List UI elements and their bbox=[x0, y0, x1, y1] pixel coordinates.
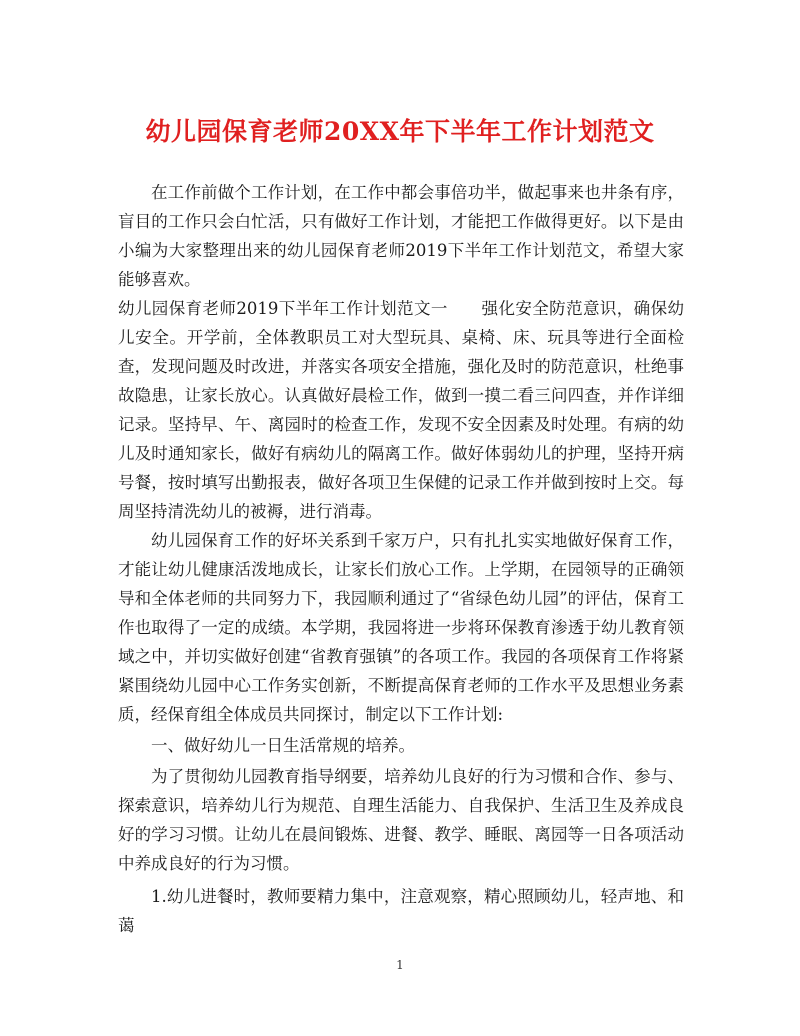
paragraph-daily-routine: 为了贯彻幼儿园教育指导纲要，培养幼儿良好的行为习惯和合作、参与、探索意识，培养幼儿行为规范、自理生活能力、自我保护、生活卫生及养成良好的学习习惯。让幼儿在晨间锻炼、进餐、教学、睡眠、离园等一日各项活动中养成良好的行为习惯。 bbox=[118, 767, 684, 873]
paragraph-section-one: 幼儿园保育老师2019下半年工作计划范文一 强化安全防范意识，确保幼儿安全。开学前，全体教职员工对大型玩具、桌椅、床、玩具等进行全面检查，发现问题及时改进，并落实各项安全措施，强化及时的防范意识，杜绝事故隐患，让家长放心。认真做好晨检工作，做到一摸二看三问四查，并作详细记录。坚持早、午、离园时的检查工作，发现不安全因素及时处理。有病的幼儿及时通知家长，做好有病幼儿的隔离工作。做好体弱幼儿的护理，坚持开病号餐，按时填写出勤报表，做好各项卫生保健的记录工作并做到按时上交。每周坚持清洗幼儿的被褥，进行消毒。 bbox=[118, 299, 684, 521]
heading-section-1: 一、做好幼儿一日生活常规的培养。 bbox=[151, 736, 415, 755]
document-body bbox=[118, 178, 684, 940]
page-number: 1 bbox=[396, 958, 404, 972]
paragraph-item-1: 1.幼儿进餐时，教师要精力集中，注意观察，精心照顾幼儿，轻声地、和蔼 bbox=[118, 887, 684, 935]
paragraph-overview: 幼儿园保育工作的好坏关系到千家万户，只有扎扎实实地做好保育工作，才能让幼儿健康活泼地成长，让家长们放心工作。上学期，在园领导的正确领导和全体老师的共同努力下，我园顺利通过了“省绿色幼儿园”的评估，保育工作也取得了一定的成绩。本学期，我园将进一步将环保教育渗透于幼儿教育领域之中，并切实做好创建“省教育强镇”的各项工作。我园的各项保育工作将紧紧围绕幼儿园中心工作务实创新，不断提高保育老师的工作水平及思想业务素质，经保育组全体成员共同探讨，制定以下工作计划: bbox=[118, 531, 684, 724]
document-title: 幼儿园保育老师20XX年下半年工作计划范文 bbox=[145, 117, 655, 146]
paragraph-intro: 在工作前做个工作计划，在工作中都会事倍功半，做起事来也井条有序，盲目的工作只会白忙活，只有做好工作计划，才能把工作做得更好。以下是由小编为大家整理出来的幼儿园保育老师2019下半年工作计划范文，希望大家能够喜欢。 bbox=[118, 183, 684, 289]
